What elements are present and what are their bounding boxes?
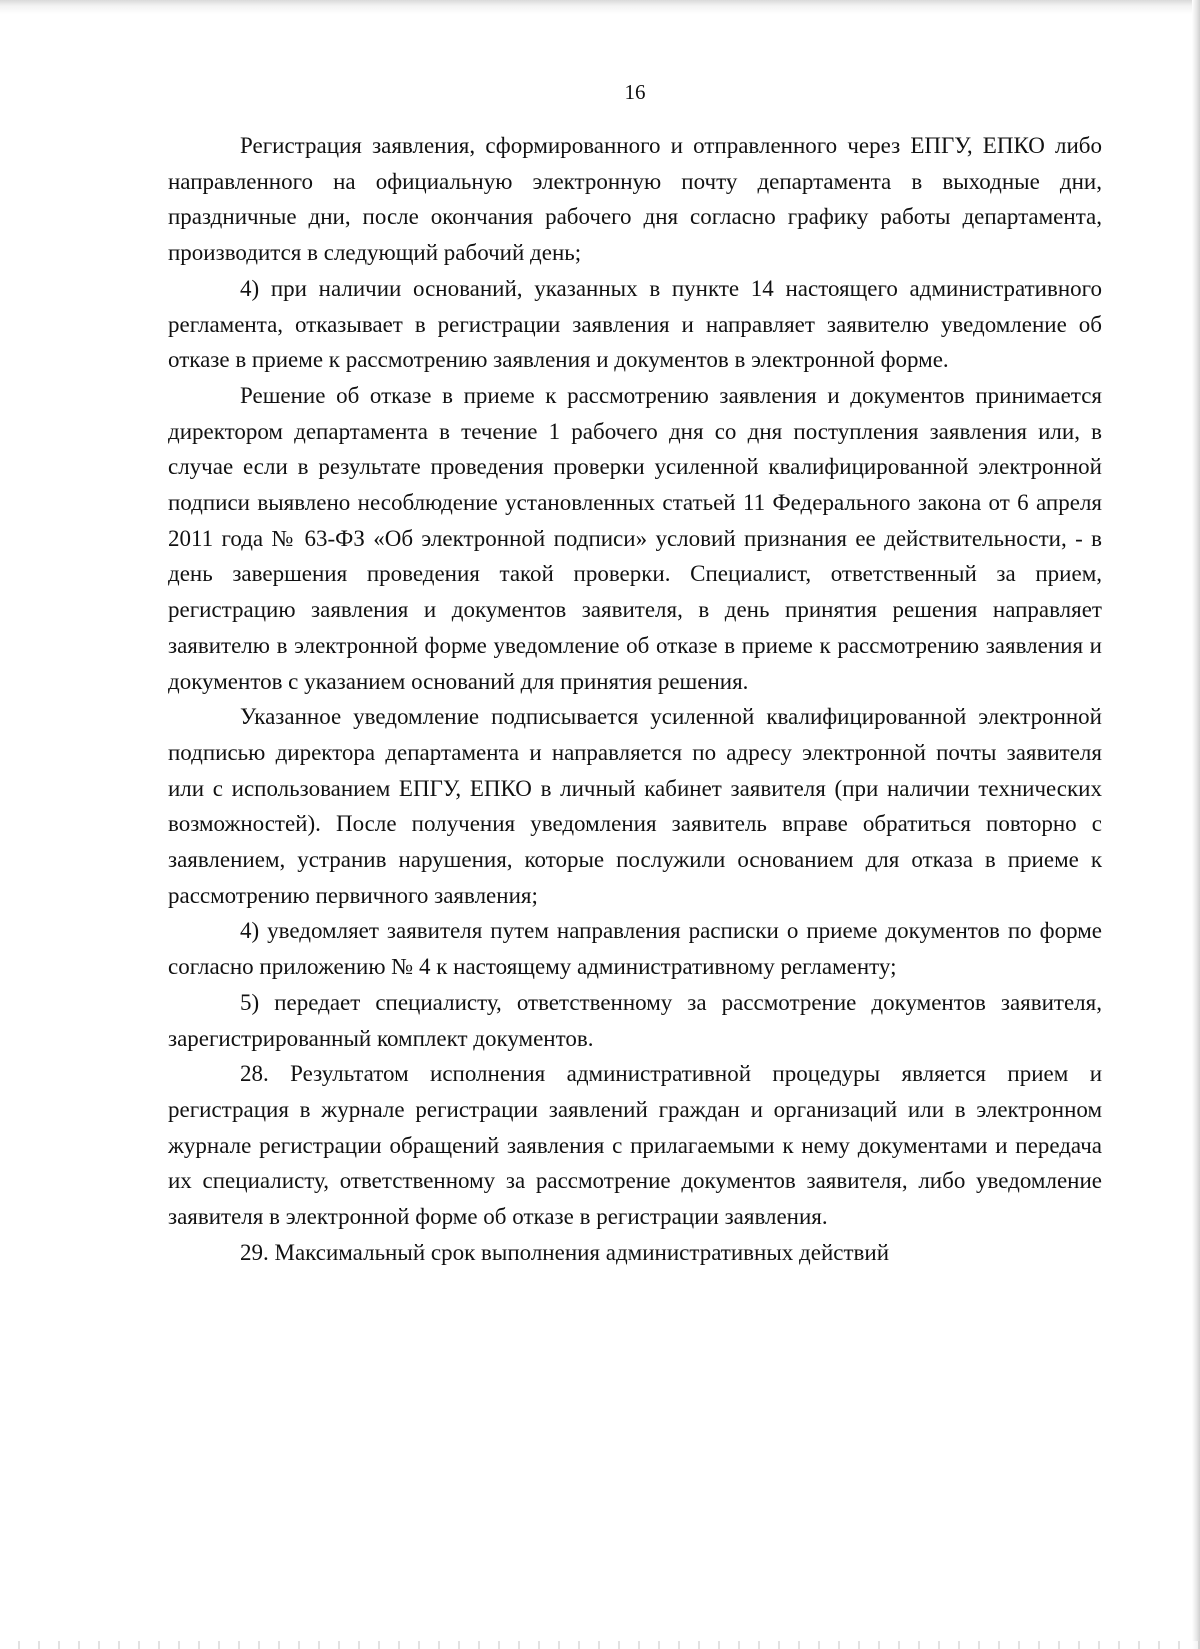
- paragraph-29-deadline: 29. Максимальный срок выполнения административных действий: [240, 1239, 889, 1265]
- paragraph-refusal-decision: Решение об отказе в приеме к рассмотрению заявления и документов принимается директором департамента в течение 1 рабочего дня со дня поступления заявления или, в случае если в результате проведения проверки усиленной квалифицированной электронной подписи выявлено несоблюдение установленных статьей 11 Федерального закона от 6 апреля 2011 года № 63-ФЗ «Об электронной подписи» условий признания ее действительности, - в день завершения проведения такой проверки. Специалист, ответственный за прием, регистрацию заявления и документов заявителя, в день принятия решения направляет заявителю в электронной форме уведомление об отказе в приеме к рассмотрению заявления и документов с указанием оснований для принятия решения.: [168, 382, 1102, 694]
- paragraph-28-result: 28. Результатом исполнения административной процедуры является прием и регистрация в журнале регистрации заявлений граждан и организаций или в электронном журнале регистрации обращений заявления с прилагаемыми к нему документами и передача их специалисту, ответственному за рассмотрение документов заявителя, либо уведомление заявителя в электронной форме об отказе в регистрации заявления.: [168, 1061, 1102, 1230]
- scan-edge-bottom: [0, 1641, 1200, 1649]
- paragraph-registration-weekend: Регистрация заявления, сформированного и отправленного через ЕПГУ, ЕПКО либо направленного на официальную электронную почту департамента в выходные дни, праздничные дни, после окончания рабочего дня согласно графику работы департамента, производится в следующий рабочий день;: [168, 133, 1102, 266]
- paragraph-item-4-receipt: 4) уведомляет заявителя путем направления расписки о приеме документов по форме согласно приложению № 4 к настоящему административному регламенту;: [168, 918, 1102, 980]
- document-body: [168, 128, 1102, 1271]
- scan-edge-top: [0, 0, 1200, 14]
- scan-edge-right: [1192, 0, 1200, 1649]
- paragraph-item-5-transfer: 5) передает специалисту, ответственному за рассмотрение документов заявителя, зарегистрированный комплект документов.: [168, 989, 1102, 1051]
- paragraph-notification-signature: Указанное уведомление подписывается усиленной квалифицированной электронной подписью директора департамента и направляется по адресу электронной почты заявителя или с использованием ЕПГУ, ЕПКО в личный кабинет заявителя (при наличии технических возможностей). После получения уведомления заявитель вправе обратиться повторно с заявлением, устранив нарушения, которые послужили основанием для отказа в приеме к рассмотрению первичного заявления;: [168, 704, 1102, 908]
- page-number: 16: [624, 80, 646, 104]
- paragraph-item-4-refusal: 4) при наличии оснований, указанных в пункте 14 настоящего административного регламента, отказывает в регистрации заявления и направляет заявителю уведомление об отказе в приеме к рассмотрению заявления и документов в электронной форме.: [168, 275, 1102, 373]
